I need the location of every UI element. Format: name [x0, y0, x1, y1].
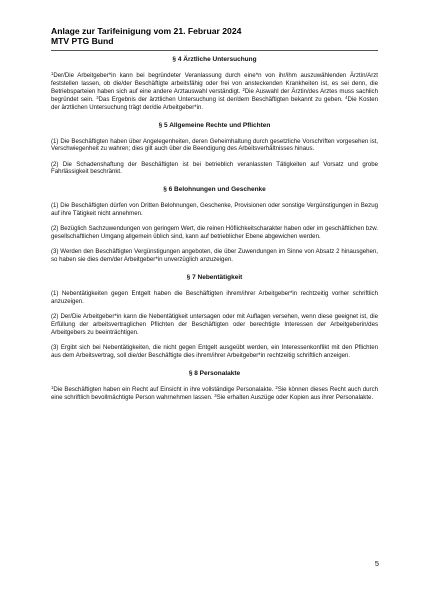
document-body: [51, 56, 378, 409]
section-heading: § 8 Personalakte: [188, 369, 241, 377]
sentence-number: 3: [214, 392, 217, 398]
sentence-text: Sie erhalten Auszüge oder Kopien aus ihrer Personalakte.: [216, 393, 374, 401]
paragraph: (2) Die Schadenshaftung der Beschäftigten ist bei betrieblich veranlassten Tätigkeiten auf Vorsatz und grobe Fahrlässigkeit beschränkt.: [51, 160, 378, 176]
section-heading: § 5 Allgemeine Rechte und Pflichten: [158, 121, 271, 129]
sentence-number: 1: [51, 384, 54, 390]
header-title-line-1: Anlage zur Tarifeinigung vom 21. Februar 2024: [51, 26, 242, 36]
section-heading: § 6 Belohnungen und Geschenke: [163, 186, 266, 194]
paragraph: (1) Die Beschäftigten haben über Angelegenheiten, deren Geheimhaltung durch gesetzliche Vorschriften vorgesehen ist, Verschwiegenheit zu wahren; dies gilt auch über die Beendigung des Arbeitsverhältnisses hinaus.: [51, 137, 378, 153]
paragraph: [51, 72, 378, 112]
page-number: 5: [374, 559, 379, 568]
paragraph: (1) Nebentätigkeiten gegen Entgelt haben die Beschäftigten ihrem/ihrer Arbeitgeber*in rechtzeitig vorher schriftlich anzuzeigen.: [51, 290, 378, 306]
sentence-number: 1: [51, 70, 54, 76]
paragraph: (3) Ergibt sich bei Nebentätigkeiten, die nicht gegen Entgelt ausgeübt werden, ein Interessenkonflikt mit den Pflichten aus dem Arbeitsvertrag, soll die/der Beschäftigte dies ihrem/ihrer Arbeitgeber*in rechtzeitig schriftlich anzeigen.: [51, 344, 378, 359]
sentence-number: 2: [242, 86, 245, 92]
section-5: [51, 122, 378, 177]
section-4: [51, 56, 378, 112]
document-header: [51, 26, 381, 47]
paragraph: [51, 386, 378, 402]
section-heading: § 4 Ärztliche Untersuchung: [172, 56, 257, 63]
header-divider: [51, 50, 378, 51]
section-6: [51, 186, 378, 264]
sentence-text: Der/Die Arbeitgeber*in kann bei begründeter Veranlassung durch eine*n von ihr/ihm auszuwählenden Ärztin/Arzt feststellen lassen, ob die/der Beschäftigte arbeitsfähig oder frei von ansteckenden Krankheiten ist, es sei denn, die Betriebsparteien haben sich auf eine andere Arztauswahl verständigt.: [51, 72, 378, 95]
header-title-line-2: MTV PTG Bund: [51, 36, 114, 47]
sentence-number: 3: [96, 94, 99, 100]
sentence-text: Die Beschäftigten haben ein Recht auf Einsicht in ihre vollständige Personalakte.: [53, 385, 274, 393]
section-8: [51, 370, 378, 402]
paragraph: (2) Der/Die Arbeitgeber*in kann die Nebentätigkeit untersagen oder mit Auflagen versehen, wenn diese geeignet ist, die Erfüllung der arbeitsvertraglichen Pflichten der Beschäftigten oder berechtigte Interessen der Arbeitgeberin/des Arbeitgebers zu beeinträchtigen.: [51, 313, 378, 336]
paragraph: (2) Bezüglich Sachzuwendungen von geringem Wert, die reinen Höflichkeitscharakter haben oder im geschäftlichen bzw. gesellschaftlichen Umgang allgemein üblich sind, kann auf betrieblicher Ebene abgewichen werden.: [51, 225, 378, 241]
sentence-number: 2: [275, 384, 278, 390]
paragraph: (1) Die Beschäftigten dürfen von Dritten Belohnungen, Geschenke, Provisionen oder sonstige Vergünstigungen in Bezug auf ihre Tätigkeit nicht annehmen.: [51, 202, 378, 218]
sentence-number: 4: [345, 94, 348, 100]
sentence-text: Sie können dieses Recht auch durch eine schriftlich bevollmächtigte Person wahrnehmen lassen.: [51, 385, 379, 401]
sentence-text: Die Kosten der ärztlichen Untersuchung trägt der/die Arbeitgeber*in.: [51, 95, 378, 111]
section-heading: § 7 Nebentätigkeit: [186, 274, 243, 282]
paragraph: (3) Werden den Beschäftigten Vergünstigungen angeboten, die über Zuwendungen im Sinne von Absatz 2 hinausgehen, so haben sie dies dem/der Arbeitgeber*in unverzüglich anzuzeigen.: [51, 248, 378, 264]
sentence-text: Das Ergebnis der ärztlichen Untersuchung ist der/dem Beschäftigten bekannt zu geben.: [98, 95, 343, 103]
section-7: [51, 274, 378, 360]
sentence-text: Die Auswahl der Ärztin/des Arztes muss sachlich begründet sein.: [51, 87, 378, 103]
